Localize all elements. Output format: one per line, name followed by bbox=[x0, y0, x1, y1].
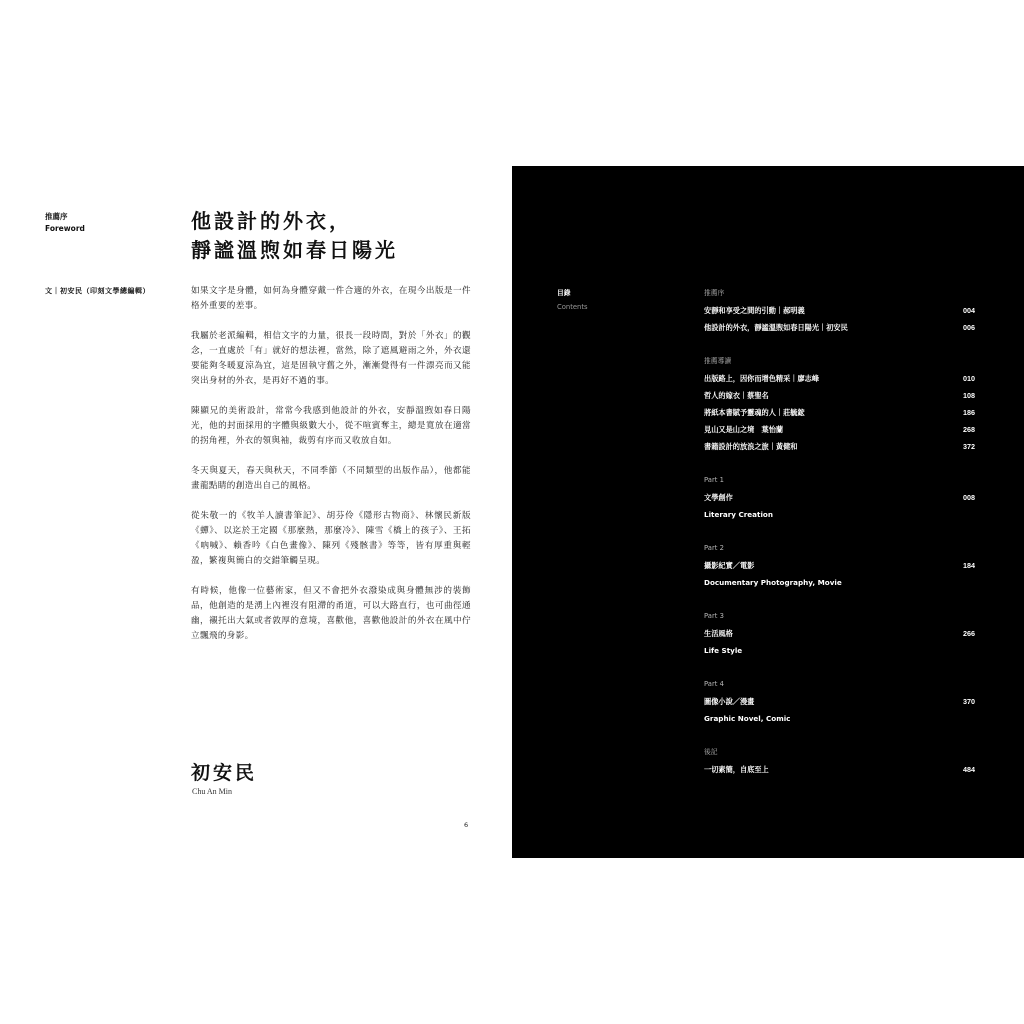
toc-entry-page: 184 bbox=[963, 561, 975, 570]
toc-group-title: 推薦導讀 bbox=[704, 357, 732, 365]
table-of-contents bbox=[704, 285, 975, 795]
contents-label bbox=[557, 286, 588, 314]
toc-entry[interactable] bbox=[704, 438, 975, 455]
toc-entry[interactable] bbox=[704, 710, 975, 727]
toc-entry[interactable] bbox=[704, 506, 975, 523]
paragraph: 從朱敬一的《牧羊人讀書筆記》、胡芬伶《隱形古物商》、林懷民新版《蟬》、以迄於王定國《那麼熱，那麼冷》、陳雪《橋上的孩子》、王拓《吶喊》、賴香吟《白色畫像》、陳列《殘骸書》等等，皆有厚重與輕盈，繁複與簡白的交錯筆觸呈現。 bbox=[191, 511, 471, 566]
toc-group-foreword bbox=[704, 285, 975, 336]
toc-entry-page: 484 bbox=[963, 765, 975, 774]
author-credit: 文｜初安民（印刻文學總編輯） bbox=[45, 287, 150, 295]
signature-zh: 初安民 bbox=[191, 762, 258, 784]
toc-group-part-4 bbox=[704, 676, 975, 727]
toc-entry-label: 他設計的外衣，靜謐溫煦如春日陽光｜初安民 bbox=[704, 323, 848, 332]
toc-group-recommendations bbox=[704, 353, 975, 455]
toc-entry[interactable] bbox=[704, 693, 975, 710]
toc-entry-label: 生活風格 bbox=[704, 629, 733, 638]
toc-group-part-2 bbox=[704, 540, 975, 591]
toc-entry-label: 攝影紀實／電影 bbox=[704, 561, 755, 570]
toc-entry-page: 006 bbox=[963, 323, 975, 332]
paragraph: 如果文字是身體，如何為身體穿戴一件合適的外衣，在現今出版是一件格外重要的差事。 bbox=[191, 286, 471, 311]
toc-group-title: 後記 bbox=[704, 748, 718, 756]
toc-group-title: Part 4 bbox=[704, 680, 724, 688]
toc-entry-label: 將紙本書賦予靈魂的人｜莊毓鋐 bbox=[704, 408, 805, 417]
toc-entry-label: 一切素簡，自底至上 bbox=[704, 765, 769, 774]
toc-entry-page: 266 bbox=[963, 629, 975, 638]
toc-group-afterword bbox=[704, 744, 975, 778]
toc-entry-page: 004 bbox=[963, 306, 975, 315]
toc-entry-label: 文學創作 bbox=[704, 493, 733, 502]
signature-en: Chu An Min bbox=[192, 787, 233, 796]
toc-entry-label: Documentary Photography, Movie bbox=[704, 578, 842, 587]
page-title bbox=[191, 207, 398, 265]
contents-label-zh: 目錄 bbox=[557, 289, 571, 297]
toc-group-part-1 bbox=[704, 472, 975, 523]
toc-entry[interactable] bbox=[704, 421, 975, 438]
toc-group-title: Part 1 bbox=[704, 476, 724, 484]
toc-group-title: 推薦序 bbox=[704, 289, 725, 297]
toc-entry-page: 370 bbox=[963, 697, 975, 706]
foreword-label-en: Foreword bbox=[45, 224, 85, 233]
toc-entry-page: 008 bbox=[963, 493, 975, 502]
paragraph: 有時候，他像一位藝術家，但又不會把外衣潑染成與身體無涉的裝飾品，他創造的是湧上內裡沒有阻滯的甬道，可以大路直行，也可曲徑通幽，襯托出大氣或者敦厚的意境，喜歡他，喜歡他設計的外衣在風中佇立飄飛的身影。 bbox=[191, 586, 471, 641]
contents-label-en: Contents bbox=[557, 303, 588, 311]
toc-group-title: Part 2 bbox=[704, 544, 724, 552]
toc-entry-label: Literary Creation bbox=[704, 510, 773, 519]
toc-entry-label: 哲人的嫁衣｜蔡聖名 bbox=[704, 391, 769, 400]
toc-entry[interactable] bbox=[704, 574, 975, 591]
title-line-1: 他設計的外衣， bbox=[191, 209, 352, 233]
foreword-label-zh: 推薦序 bbox=[45, 212, 68, 221]
toc-group-part-3 bbox=[704, 608, 975, 659]
paragraph: 冬天與夏天，春天與秋天，不同季節（不同類型的出版作品），他都能畫龍點睛的創造出自己的風格。 bbox=[191, 466, 471, 491]
toc-entry-label: Life Style bbox=[704, 646, 743, 655]
paragraph: 陳顯兄的美術設計，常常今我感到他設計的外衣，安靜溫煦如春日陽光，他的封面採用的字體與級數大小，從不喧賓奪主，總是寬放在適當的拐角裡，外衣的領與袖，裁剪有序而又收放自如。 bbox=[191, 406, 471, 446]
right-page-contents bbox=[512, 166, 1024, 858]
toc-entry[interactable] bbox=[704, 302, 975, 319]
toc-entry[interactable] bbox=[704, 387, 975, 404]
toc-entry[interactable] bbox=[704, 370, 975, 387]
toc-entry-label: Graphic Novel, Comic bbox=[704, 714, 791, 723]
toc-entry[interactable] bbox=[704, 557, 975, 574]
toc-entry[interactable] bbox=[704, 642, 975, 659]
foreword-label bbox=[45, 211, 85, 235]
toc-entry[interactable] bbox=[704, 489, 975, 506]
toc-entry[interactable] bbox=[704, 625, 975, 642]
toc-entry[interactable] bbox=[704, 404, 975, 421]
toc-entry-label: 書籍設計的放浪之旅｜黃健和 bbox=[704, 442, 798, 451]
toc-entry[interactable] bbox=[704, 319, 975, 336]
page-number: 6 bbox=[464, 821, 469, 829]
toc-entry-page: 372 bbox=[963, 442, 975, 451]
toc-entry[interactable] bbox=[704, 761, 975, 778]
toc-entry-label: 見山又是山之境 葉怡蘭 bbox=[704, 425, 784, 434]
toc-entry-label: 出版路上，因你而增色精采｜廖志峰 bbox=[704, 374, 820, 383]
toc-entry-label: 圖像小說／漫畫 bbox=[704, 697, 755, 706]
toc-entry-label: 安靜和享受之間的引動｜郝明義 bbox=[704, 306, 805, 315]
title-line-2: 靜謐溫煦如春日陽光 bbox=[191, 238, 398, 262]
toc-entry-page: 268 bbox=[963, 425, 975, 434]
body-text bbox=[191, 284, 471, 659]
paragraph: 我屬於老派編輯，相信文字的力量，很長一段時間，對於「外衣」的觀念，一直處於「有」就好的想法裡，當然，除了遮風避雨之外，外衣還要能夠冬暖夏涼為宜，這是固執守舊之外，漸漸覺得有一件漂亮而又能突出身材的外衣，是再好不過的事。 bbox=[191, 331, 471, 386]
toc-entry-page: 186 bbox=[963, 408, 975, 417]
toc-entry-page: 010 bbox=[963, 374, 975, 383]
toc-entry-page: 108 bbox=[963, 391, 975, 400]
toc-group-title: Part 3 bbox=[704, 612, 724, 620]
